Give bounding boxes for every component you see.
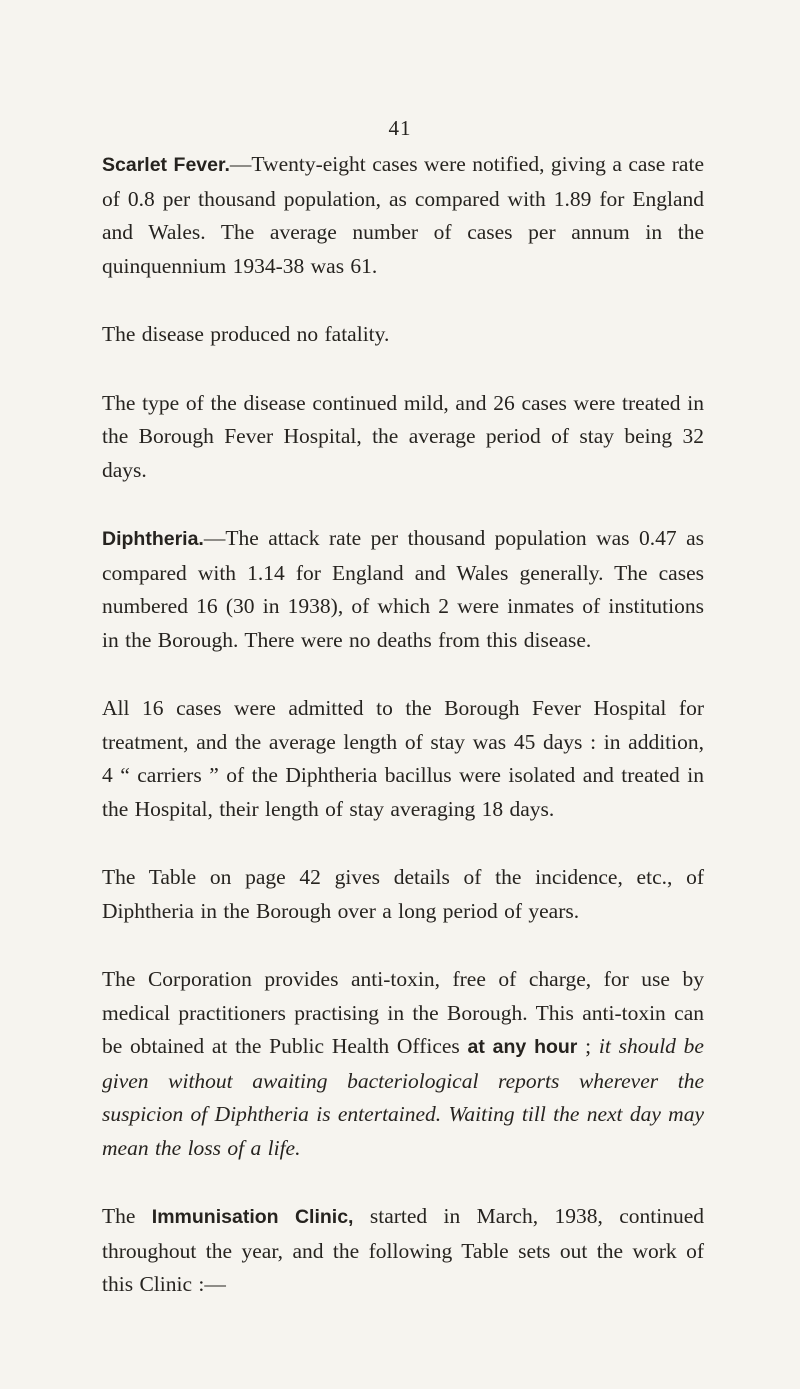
italic-warning: it should be given without awaiting bacteriological reports wherever the suspicion of Diphtheria is entertained. Waiting till the next day may mean the loss of a life. — [102, 1034, 704, 1160]
page-body — [102, 148, 704, 1337]
paragraph-fatality — [102, 318, 704, 352]
bold-phrase-any-hour: at any hour — [467, 1036, 578, 1058]
paragraph-text-after: ; — [577, 1034, 599, 1058]
paragraph-text: —Twenty-eight cases were notified, giving a case rate of 0.8 per thousand population, as compared with 1.89 for England and Wales. The average number of cases per annum in the quinquennium 1934-38 was 61. — [102, 152, 704, 278]
paragraph-scarlet-fever — [102, 148, 704, 283]
paragraph-disease-type — [102, 387, 704, 488]
heading-scarlet-fever: Scarlet Fever. — [102, 154, 230, 176]
paragraph-text: The Table on page 42 gives details of the incidence, etc., of Diphtheria in the Borough over a long period of years. — [102, 865, 704, 923]
heading-immunisation-clinic: Immunisation Clinic, — [151, 1206, 354, 1228]
heading-diphtheria: Diphtheria. — [102, 528, 204, 550]
paragraph-text: All 16 cases were admitted to the Borough Fever Hospital for treatment, and the average length of stay was 45 days : in addition, 4 “ carriers ” of the Diphtheria bacillus were isolated and treated in the Hospital, their length of stay averaging 18 days. — [102, 696, 704, 821]
paragraph-text: started in March, 1938, continued throughout the year, and the following Table sets out the work of this Clinic :— — [102, 1204, 704, 1296]
paragraph-immunisation-clinic — [102, 1200, 704, 1302]
paragraph-text-before: The — [102, 1204, 152, 1228]
paragraph-text: The type of the disease continued mild, and 26 cases were treated in the Borough Fever Hospital, the average period of stay being 32 days. — [102, 390, 704, 482]
paragraph-hospital-admissions — [102, 692, 704, 826]
paragraph-text: The disease produced no fatality. — [102, 322, 390, 346]
paragraph-anti-toxin — [102, 963, 704, 1165]
paragraph-text: —The attack rate per thousand population was 0.47 as compared with 1.14 for England and Wales generally. The cases numbered 16 (30 in 1938), of which 2 were inmates of institutions in the Borough. There were no deaths from this disease. — [102, 526, 704, 652]
page-number: 41 — [388, 116, 412, 140]
paragraph-text: The Corporation provides anti-toxin, free of charge, for use by medical practitioners practising in the Borough. This anti-toxin can be obtained at the Public Health Offices — [102, 967, 704, 1058]
paragraph-table-reference — [102, 861, 704, 928]
paragraph-diphtheria — [102, 522, 704, 657]
